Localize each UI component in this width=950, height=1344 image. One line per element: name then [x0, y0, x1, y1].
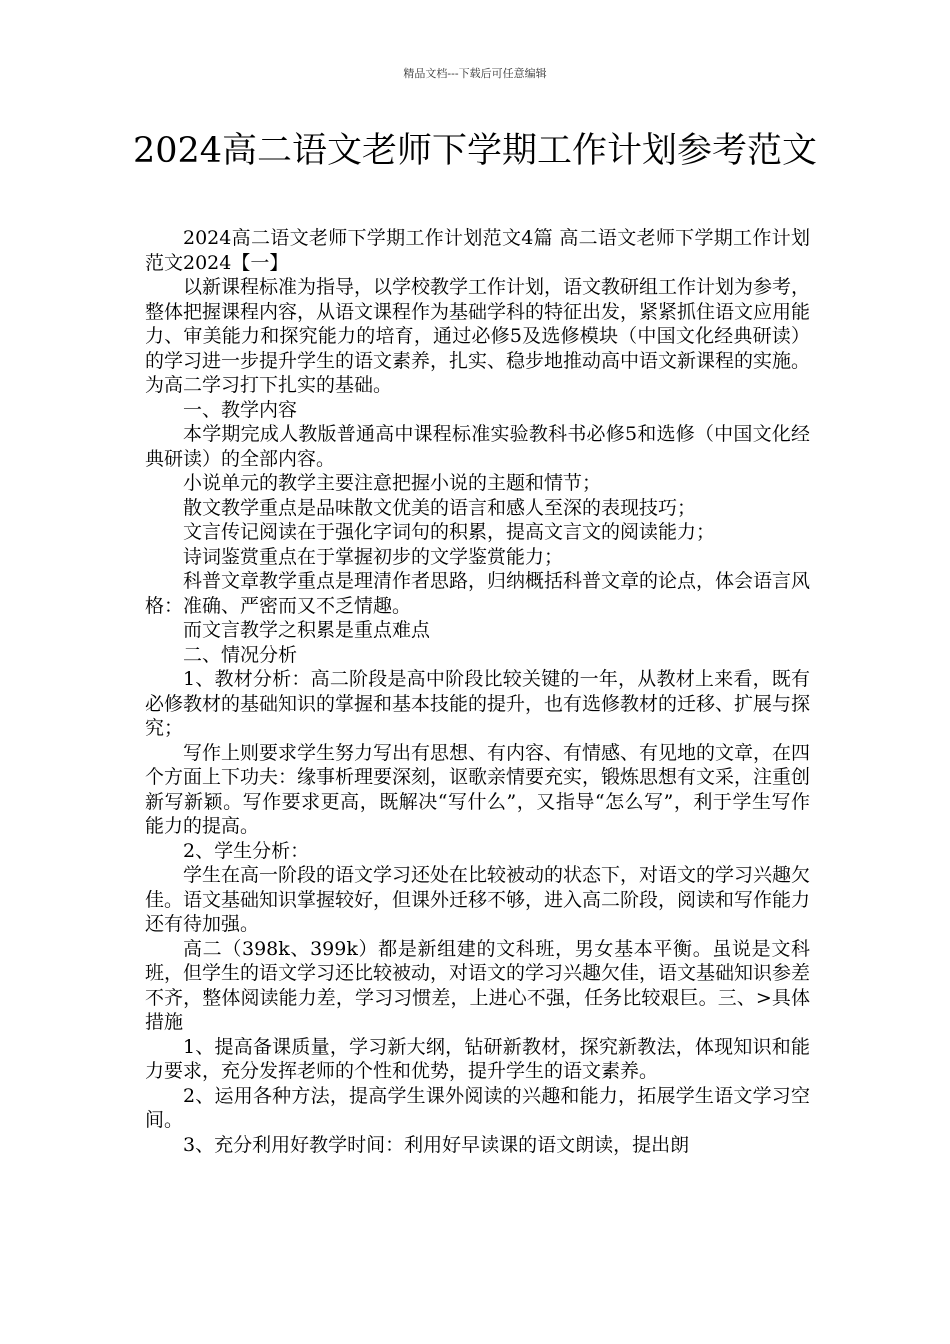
paragraph: 小说单元的教学主要注意把握小说的主题和情节； — [183, 472, 602, 494]
paragraph: 2、运用各种方法，提高学生课外阅读的兴趣和能力，拓展学生语文学习空间。 — [145, 1084, 810, 1131]
paragraph: 以新课程标准为指导，以学校教学工作计划，语文教研组工作计划为参考，整体把握课程内容，从语文课程作为基础学科的特征出发，紧紧抓住语文应用能力、审美能力和探究能力的培育，通过必修5及选修模块（中国文化经典研读）的学习进一步提升学生的语文素养，扎实、稳步地推动高中语文新课程的实施。为高二学习打下扎实的基础。 — [145, 276, 811, 396]
paragraph: 1、提高备课质量，学习新大纲，钻研新教材，探究新教法，体现知识和能力要求，充分发挥老师的个性和优势，提升学生的语文素养。 — [145, 1035, 810, 1082]
paragraph: 科普文章教学重点是理清作者思路，归纳概括科普文章的论点，体会语言风格：准确、严密而又不乏情趣。 — [145, 570, 811, 617]
page-header: 精品文档---下载后可任意编辑 — [403, 67, 547, 80]
paragraph: 1、教材分析：高二阶段是高中阶段比较关键的一年，从教材上来看，既有必修教材的基础知识的掌握和基本技能的提升，也有选修教材的迁移、扩展与探究； — [145, 668, 811, 739]
paragraph: 文言传记阅读在于强化字词句的积累，提高文言文的阅读能力； — [183, 521, 716, 543]
paragraph: 本学期完成人教版普通高中课程标准实验教科书必修5和选修（中国文化经典研读）的全部内容。 — [145, 423, 810, 470]
paragraph: 学生在高一阶段的语文学习还处在比较被动的状态下，对语文的学习兴趣欠佳。语文基础知识掌握较好，但课外迁移不够，进入高二阶段，阅读和写作能力还有待加强。 — [145, 864, 811, 935]
paragraph: 写作上则要求学生努力写出有思想、有内容、有情感、有见地的文章，在四个方面上下功夫：缘事析理要深刻，讴歌亲情要充实，锻炼思想有文采，注重创新写新颖。写作要求更高，既解决“写什么”，又指导“怎么写”，利于学生写作能力的提高。 — [145, 741, 811, 837]
document-title: 2024高二语文老师下学期工作计划参考范文 — [132, 131, 818, 171]
paragraph: 2024高二语文老师下学期工作计划范文4篇 高二语文老师下学期工作计划范文2024【一】 — [145, 227, 810, 274]
paragraph: 散文教学重点是品味散文优美的语言和感人至深的表现技巧； — [183, 496, 697, 519]
paragraph: 3、充分利用好教学时间：利用好早读课的语文朗读，提出朗 — [183, 1133, 690, 1156]
document-body — [145, 226, 810, 1157]
paragraph: 诗词鉴赏重点在于掌握初步的文学鉴赏能力； — [183, 545, 564, 568]
paragraph: 高二（398k、399k）都是新组建的文科班，男女基本平衡。虽说是文科班，但学生的语文学习还比较被动，对语文的学习兴趣欠佳，语文基础知识参差不齐，整体阅读能力差，学习习惯差，上进心不强，任务比较艰巨。三、>具体措施 — [145, 937, 811, 1033]
paragraph: 而文言教学之积累是重点难点 — [183, 619, 431, 641]
paragraph: 2、学生分析： — [183, 839, 310, 862]
section-heading: 一、教学内容 — [183, 398, 298, 421]
section-heading: 二、情况分析 — [183, 643, 298, 666]
